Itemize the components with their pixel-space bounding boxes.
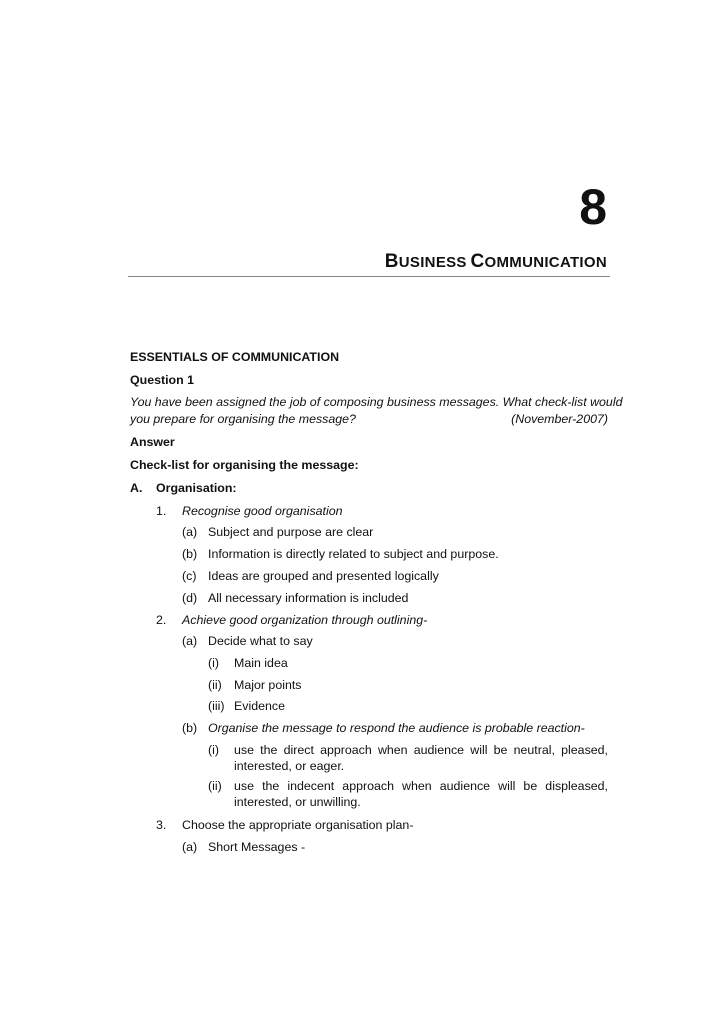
point-text: use the indecent approach when audience will be displeased, <box>234 779 608 793</box>
point-marker: (iii) <box>208 699 225 713</box>
question-text-line1: You have been assigned the job of composing business messages. What check-list would <box>130 395 623 409</box>
section-a-title: Organisation: <box>156 481 237 495</box>
list-item-marker: (b) <box>182 547 198 561</box>
item-1-title: Recognise good organisation <box>182 504 343 518</box>
header-rule <box>128 276 610 277</box>
list-item-marker: (b) <box>182 721 198 735</box>
list-item-marker: (c) <box>182 569 197 583</box>
list-item-marker: (d) <box>182 591 198 605</box>
list-item: Subject and purpose are clear <box>208 525 374 539</box>
point-text: Major points <box>234 678 302 692</box>
question-date: (November-2007) <box>511 412 608 426</box>
item-2-marker: 2. <box>156 613 167 627</box>
item-1-marker: 1. <box>156 504 167 518</box>
list-item: All necessary information is included <box>208 591 409 605</box>
answer-label: Answer <box>130 435 175 449</box>
section-heading: ESSENTIALS OF COMMUNICATION <box>130 350 340 364</box>
point-marker: (i) <box>208 743 220 757</box>
item-2-title: Achieve good organization through outlining- <box>182 613 428 627</box>
list-item-marker: (a) <box>182 634 198 648</box>
point-text-continued: interested, or unwilling. <box>234 795 361 809</box>
list-item: Information is directly related to subject and purpose. <box>208 547 499 561</box>
item-3-marker: 3. <box>156 818 167 832</box>
checklist-heading: Check-list for organising the message: <box>130 458 359 472</box>
point-marker: (ii) <box>208 678 222 692</box>
list-item-marker: (a) <box>182 840 198 854</box>
point-marker: (i) <box>208 656 220 670</box>
list-item: Organise the message to respond the audience is probable reaction- <box>208 721 585 735</box>
point-text-continued: interested, or eager. <box>234 759 345 773</box>
point-text: use the direct approach when audience will be neutral, pleased, <box>234 743 608 757</box>
point-text: Evidence <box>234 699 285 713</box>
point-marker: (ii) <box>208 779 222 793</box>
point-text: Main idea <box>234 656 288 670</box>
chapter-title: BUSINESS COMMUNICATION <box>384 251 607 272</box>
chapter-number: 8 <box>579 179 607 235</box>
list-item: Short Messages - <box>208 840 306 854</box>
question-label: Question 1 <box>130 373 195 387</box>
section-a-marker: A. <box>130 481 143 495</box>
list-item: Ideas are grouped and presented logically <box>208 569 439 583</box>
item-3-title: Choose the appropriate organisation plan- <box>182 818 414 832</box>
list-item: Decide what to say <box>208 634 313 648</box>
question-text-line2: you prepare for organising the message? <box>130 412 356 426</box>
list-item-marker: (a) <box>182 525 198 539</box>
